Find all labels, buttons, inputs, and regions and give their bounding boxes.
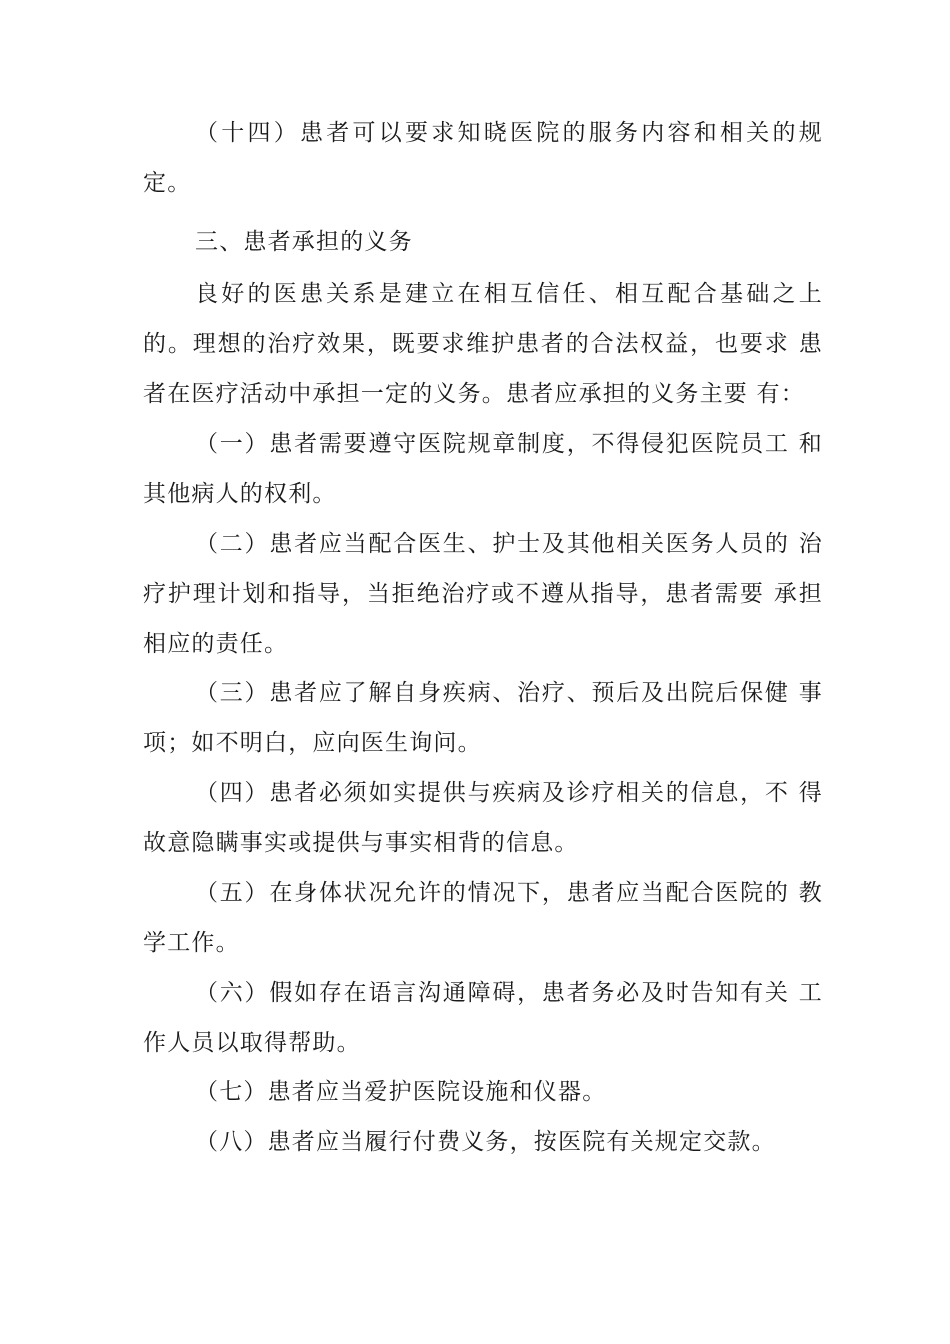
duty-item-4: （四）患者必须如实提供与疾病及诊疗相关的信息，不 得故意隐瞒事实或提供与事实相背的信息。 [143,780,823,856]
duty-item-2: （二）患者应当配合医生、护士及其他相关医务人员的 治疗护理计划和指导，当拒绝治疗或不遵从指导，患者需要 承担相应的责任。 [143,531,823,657]
section-heading: 三、患者承担的义务 [195,229,413,255]
duty-item-8: （八）患者应当履行付费义务，按医院有关规定交款。 [195,1129,776,1155]
duty-item-3: （三）患者应了解自身疾病、治疗、预后及出院后保健 事项；如不明白，应向医生询问。 [143,680,823,756]
paragraph-intro: 良好的医患关系是建立在相互信任、相互配合基础之上的。理想的治疗效果，既要求维护患者的合法权益，也要求 患者在医疗活动中承担一定的义务。患者应承担的义务主要 有： [143,281,823,407]
duty-item-5: （五）在身体状况允许的情况下，患者应当配合医院的 教学工作。 [143,880,823,956]
duty-item-7: （七）患者应当爱护医院设施和仪器。 [195,1079,607,1105]
duty-item-6: （六）假如存在语言沟通障碍，患者务必及时告知有关 工作人员以取得帮助。 [143,980,823,1056]
paragraph-right-fourteen: （十四）患者可以要求知晓医院的服务内容和相关的规定。 [143,120,823,196]
duty-item-1: （一）患者需要遵守医院规章制度，不得侵犯医院员工 和其他病人的权利。 [143,431,823,507]
